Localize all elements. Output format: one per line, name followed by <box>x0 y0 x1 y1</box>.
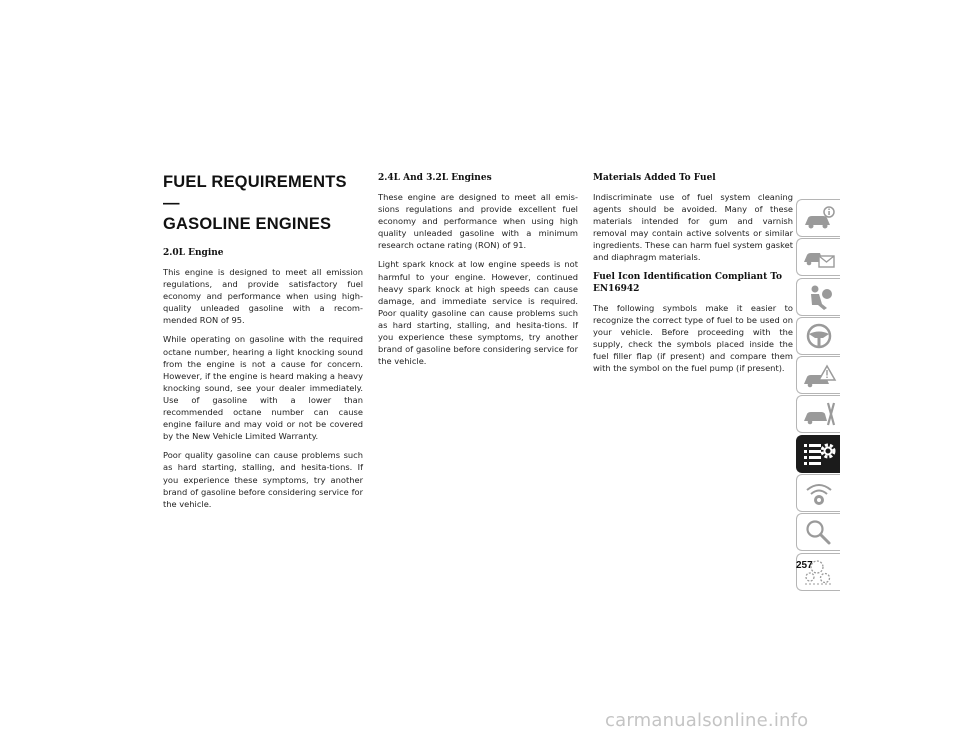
subheading-line1: Fuel Icon Identification Compliant To <box>593 271 783 282</box>
subheading-2-0l-engine: 2.0L Engine <box>163 248 224 258</box>
steering-wheel-icon <box>801 321 837 351</box>
car-warning-icon <box>801 360 837 390</box>
tab-safety[interactable] <box>796 278 840 316</box>
paragraph: These engine are designed to meet all emis-sions regulations and provide excellent fuel economy and performance when using high quality unleaded gasoline with a minimum research octane rating (RON) of 91. <box>378 192 578 251</box>
tab-starting-and-operating[interactable] <box>796 317 840 355</box>
tab-multimedia[interactable] <box>796 474 840 512</box>
tab-languages[interactable] <box>796 553 840 591</box>
tab-index[interactable] <box>796 513 840 551</box>
specifications-gear-icon <box>801 439 837 469</box>
paragraph: Indiscriminate use of fuel system cleaning agents should be avoided. Many of these materials intended for gum and varnish removal may contain active solvents or similar ingredients. These can harm fuel system gasket and diaphragm materials. <box>593 192 793 263</box>
section-title-line1: FUEL REQUIREMENTS — <box>163 173 347 212</box>
subheading-line2: EN16942 <box>593 283 640 294</box>
watermark: carmanualsonline.info <box>605 710 809 731</box>
section-title <box>163 172 363 235</box>
car-tools-icon <box>801 399 837 429</box>
column-1 <box>163 172 363 517</box>
page-number: 257 <box>796 560 813 571</box>
paragraph: The following symbols make it easier to recognize the correct type of fuel to be used on your vehicle. Before proceeding with the supply, check the symbols placed inside the fuel filler flap (if present) and compare them with the symbol on the fuel pump (if present). <box>593 302 793 374</box>
tab-getting-to-know-vehicle[interactable] <box>796 199 840 237</box>
chapter-index-tabs <box>796 199 844 592</box>
magnifier-index-icon <box>801 517 837 547</box>
paragraph: This engine is designed to meet all emission regulations, and provide satisfactory fuel economy and performance when using high-quality unleaded gasoline with a recom-mended RON of 95. <box>163 267 363 326</box>
paragraph: While operating on gasoline with the required octane number, hearing a light knocking sound from the engine is not a cause for concern. However, if the engine is heard making a heavy knocking sound, see your dealer immediately. Use of gasoline with a lower than recommended octane number can cause engine failure and may void or not be covered by the New Vehicle Limited Warranty. <box>163 334 363 442</box>
paragraph: Poor quality gasoline can cause problems such as hard starting, stalling, and hesita-tions. If you experience these symptoms, try another brand of gasoline before considering service for the vehicle. <box>163 450 363 509</box>
multimedia-icon <box>801 478 837 508</box>
paragraph: Light spark knock at low engine speeds is not harmful to your engine. However, continued heavy spark knock at high speeds can cause damage, and immediate service is required. Poor quality gasoline can cause problems such as hard starting, stalling, and hesita-tions. If you experience these symptoms, try another brand of gasoline before considering service for the vehicle. <box>378 259 578 367</box>
column-3 <box>593 172 793 381</box>
car-envelope-icon <box>801 242 837 272</box>
airbag-person-icon <box>801 282 837 312</box>
car-info-icon <box>801 203 837 233</box>
tab-instrument-panel[interactable] <box>796 238 840 276</box>
column-2 <box>378 172 578 374</box>
tab-in-case-of-emergency[interactable] <box>796 356 840 394</box>
subheading-2-4l-3-2l-engines: 2.4L And 3.2L Engines <box>378 173 492 183</box>
tab-servicing-and-maintenance[interactable] <box>796 395 840 433</box>
tab-technical-specifications[interactable] <box>796 435 840 473</box>
section-title-line2: GASOLINE ENGINES <box>163 215 332 233</box>
subheading-fuel-icon-identification <box>593 271 793 295</box>
subheading-materials-added: Materials Added To Fuel <box>593 173 716 183</box>
